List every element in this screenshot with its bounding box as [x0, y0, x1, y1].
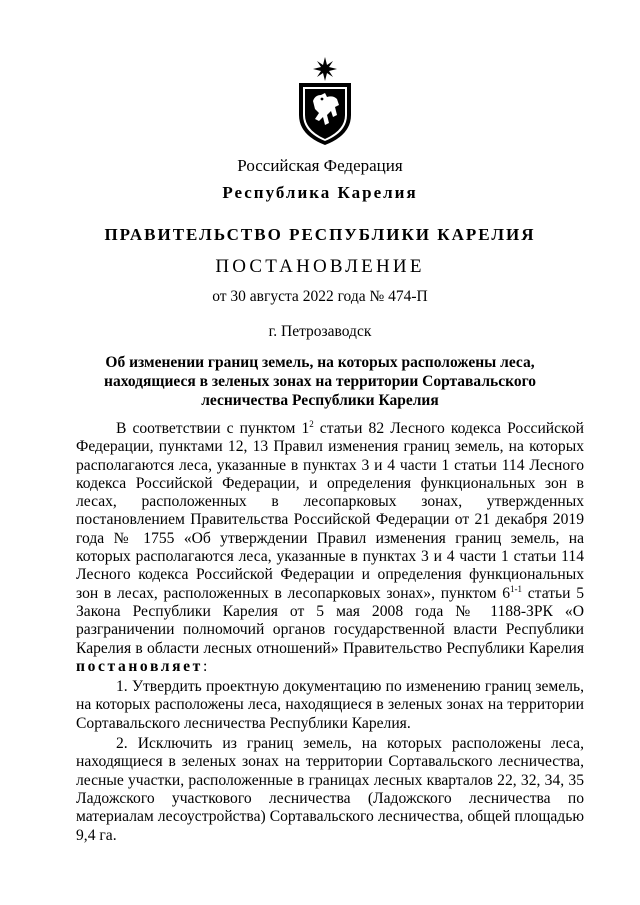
preamble-sup2: 1-1 [510, 583, 523, 594]
preamble-part2: статьи 82 Лесного кодекса Российской Федерации, пунктами 12, 13 Правил изменения границ земель, на которых располагаются леса, указанные в пунктах 3 и 4 части 1 статьи 114 Лесного кодекса Российской Федерации, и определения функциональных зон в лесах, расположенных в лесопарковых зонах, утвержденных постановлением Правительства Российской Федерации от 21 декабря 2019 года № 1755 «Об утверждении Правил изменения границ земель, на которых располагаются леса, указанные в пунктах 3 и 4 части 1 статьи 114 Лесного кодекса Российской Федерации и определения функциональных зон в лесах, расположенных в лесопарковых зонах», пунктом 6 [76, 420, 584, 602]
karelia-coat-of-arms-icon [293, 55, 357, 147]
government-name: ПРАВИТЕЛЬСТВО РЕСПУБЛИКИ КАРЕЛИЯ [104, 225, 536, 244]
federation-name: Российская Федерация [237, 156, 403, 175]
decides-word: постановляет [76, 657, 203, 675]
document-date-number: от 30 августа 2022 года № 474-П [212, 288, 428, 305]
preamble-paragraph [76, 420, 584, 676]
document-city: г. Петрозаводск [268, 323, 372, 340]
preamble-part1: В соответствии с пунктом 1 [116, 420, 310, 437]
item-2: 2. Исключить из границ земель, на которых расположены леса, находящиеся в зеленых зонах на территории Сортавальского лесничества, лесные участки, расположенные в границах лесных кварталов 22, 32, 34, 35 Ладожского участкового лесничества (Ладожского лесничества по материалам лесоустройства) Сортавальского лесничества, общей площадью 9,4 га. [76, 735, 584, 844]
republic-name: Республика Карелия [222, 183, 418, 202]
preamble-part3: статьи 5 Закона Республики Карелия от 5 мая 2008 года № 1188-ЗРК «О разграничении полномочий органов государственной власти Республики Карелия в области лесных отношений» Правительство Республики Карелия [76, 584, 584, 657]
document-body [76, 420, 584, 845]
preamble-sup1: 2 [309, 419, 314, 429]
document-title: Об изменении границ земель, на которых расположены леса, находящиеся в зеленых зонах на территории Сортавальского лесничества Республики Карелия [104, 354, 536, 409]
decides-colon: : [202, 657, 208, 675]
item-1: 1. Утвердить проектную документацию по изменению границ земель, на которых расположены леса, находящиеся в зеленых зонах на территории Сортавальского лесничества Республики Карелия. [76, 678, 584, 732]
document-type: ПОСТАНОВЛЕНИЕ [215, 256, 425, 277]
